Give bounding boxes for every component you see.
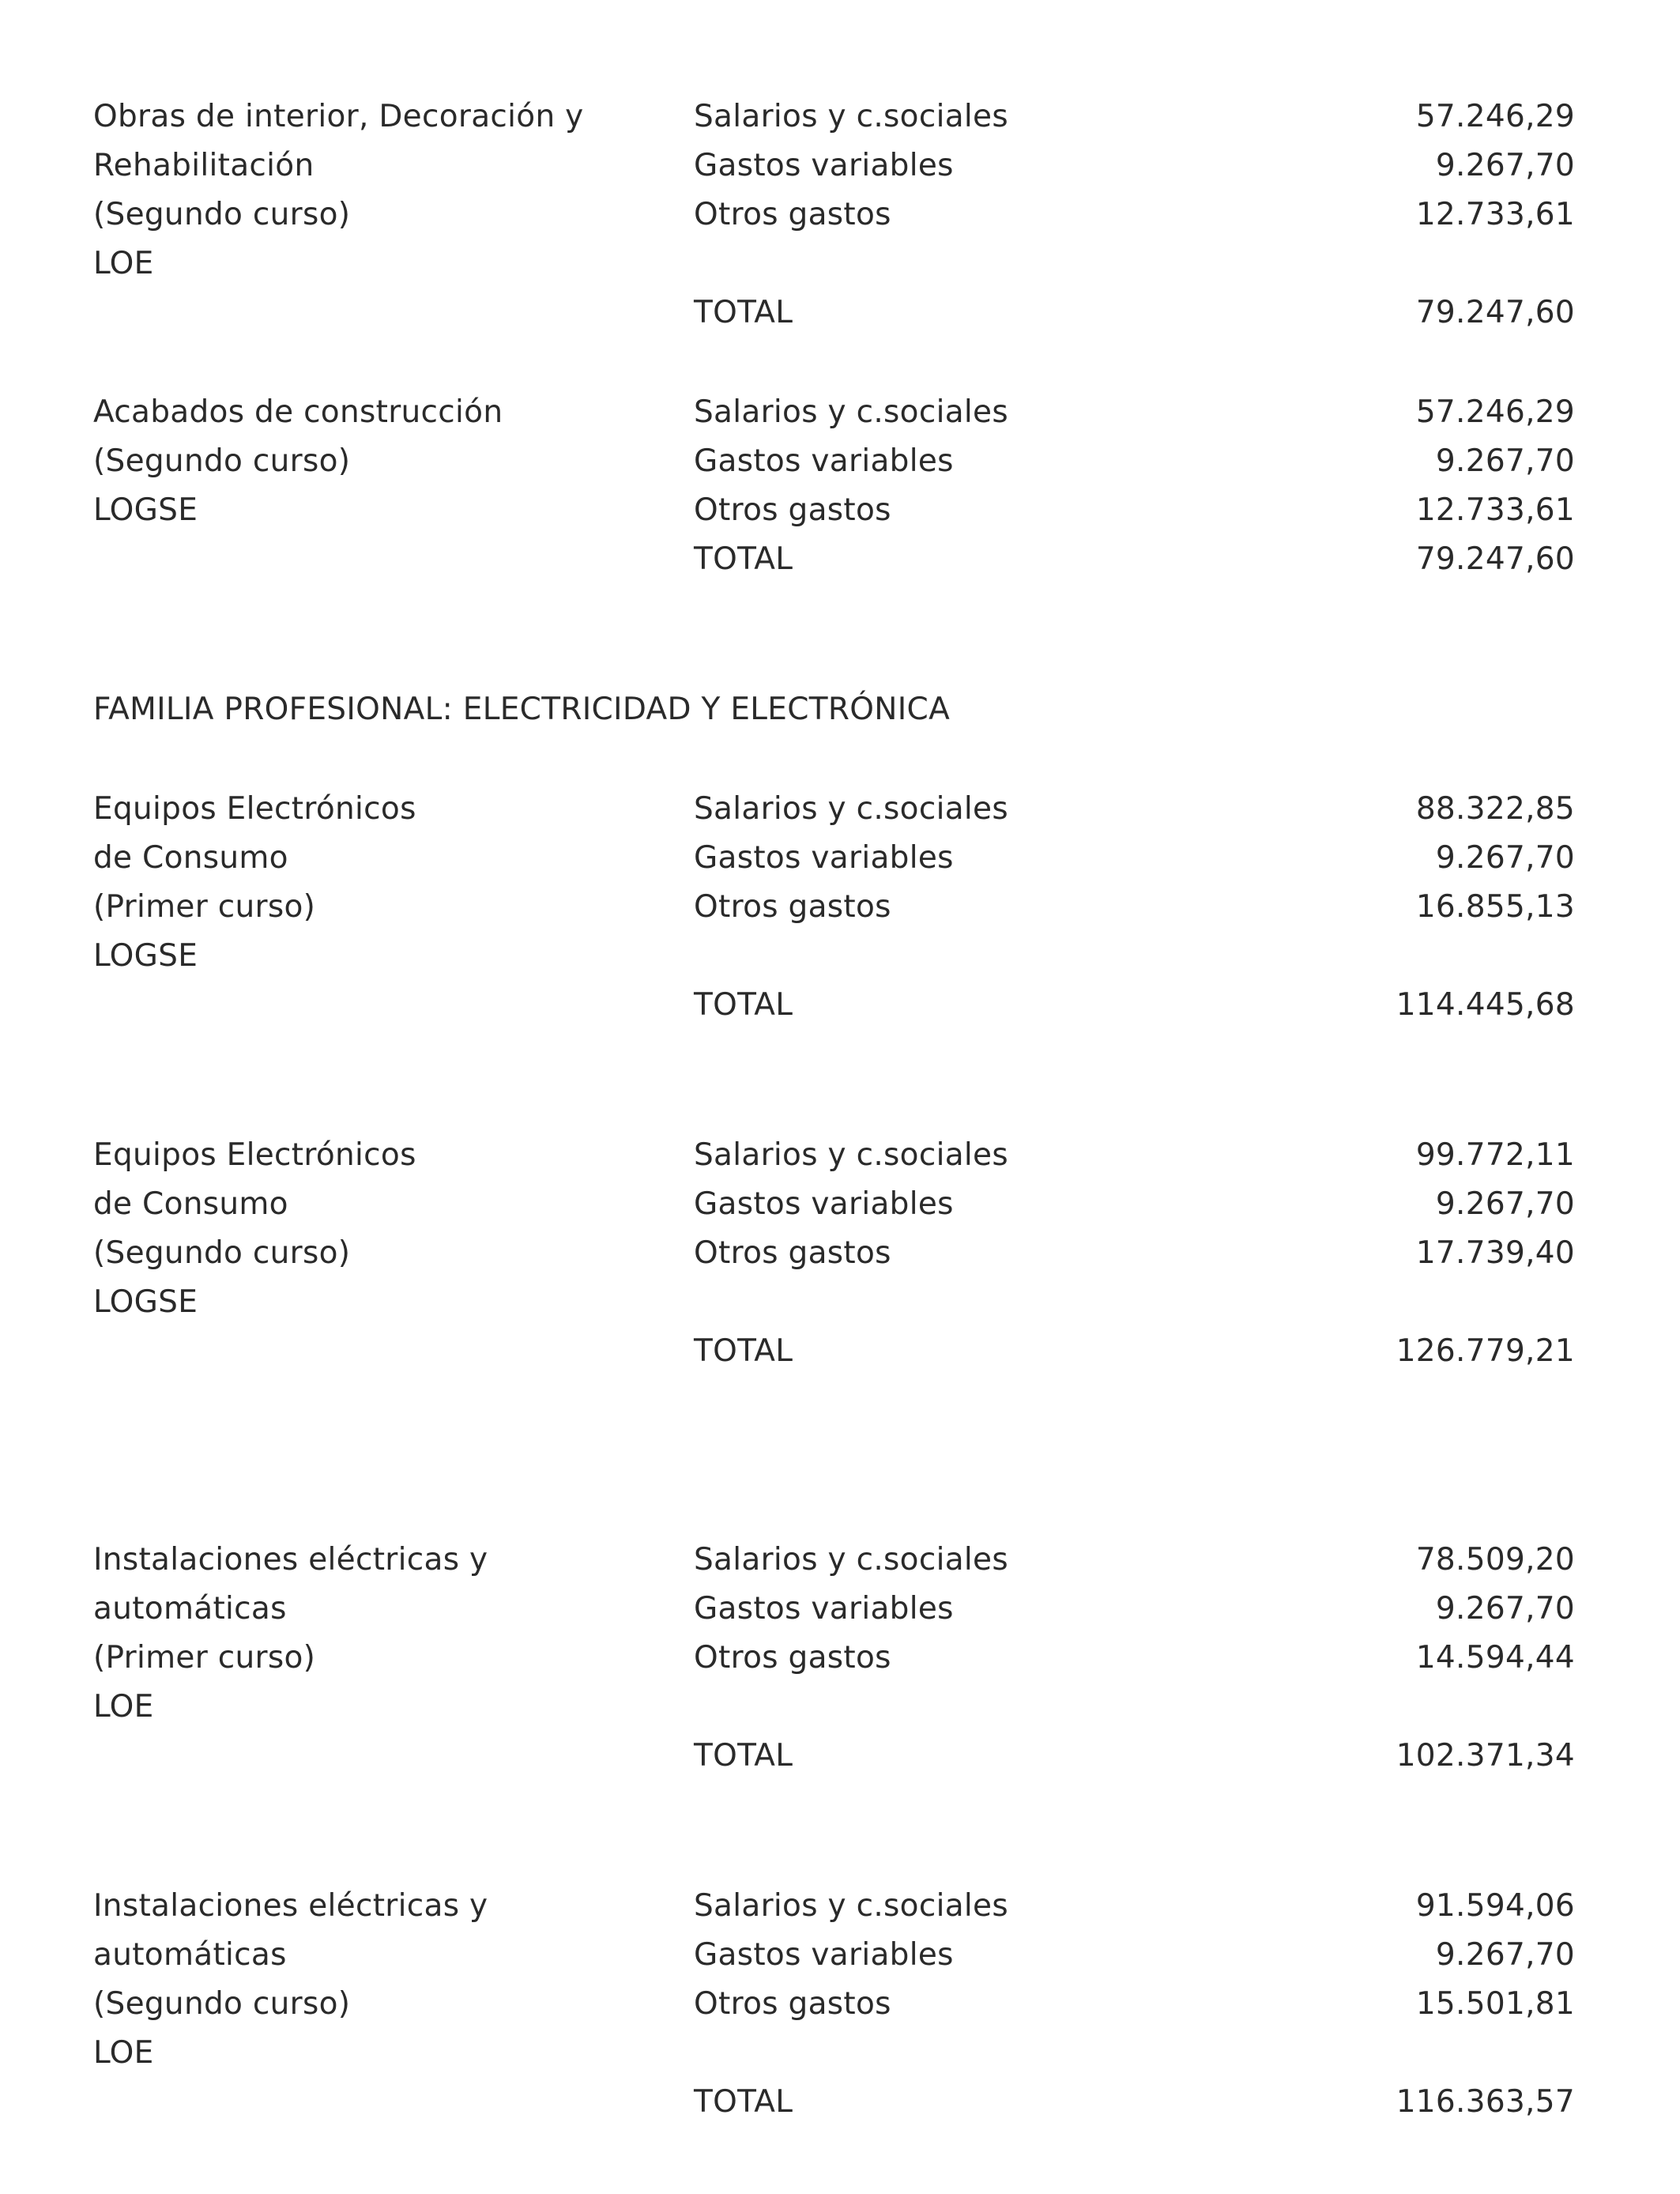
- variables-value: 9.267,70: [1435, 443, 1575, 479]
- variables-value: 9.267,70: [1435, 1937, 1575, 1973]
- variables-value: 9.267,70: [1435, 148, 1575, 183]
- variables-value: 9.267,70: [1435, 1591, 1575, 1627]
- total-value: 116.363,57: [1396, 2084, 1575, 2120]
- salarios-value: 57.246,29: [1415, 99, 1575, 134]
- salarios-label: Salarios y c.sociales: [694, 99, 1008, 134]
- cycle-name-line: (Segundo curso): [93, 443, 351, 479]
- variables-label: Gastos variables: [694, 1591, 954, 1627]
- cycle-name-line: Equipos Electrónicos: [93, 1137, 416, 1173]
- salarios-value: 88.322,85: [1415, 791, 1575, 827]
- otros-value: 17.739,40: [1415, 1235, 1575, 1271]
- cycle-name-line: LOE: [93, 246, 154, 281]
- otros-value: 12.733,61: [1415, 492, 1575, 528]
- variables-value: 9.267,70: [1435, 1186, 1575, 1222]
- otros-value: 15.501,81: [1415, 1986, 1575, 2022]
- section-heading: FAMILIA PROFESIONAL: ELECTRICIDAD Y ELECTRÓNICA: [93, 692, 951, 727]
- total-label: TOTAL: [694, 295, 793, 330]
- salarios-value: 99.772,11: [1415, 1137, 1575, 1173]
- cycle-name-line: LOGSE: [93, 492, 198, 528]
- variables-label: Gastos variables: [694, 443, 954, 479]
- salarios-value: 57.246,29: [1415, 394, 1575, 430]
- cycle-name-line: (Segundo curso): [93, 1986, 351, 2022]
- otros-label: Otros gastos: [694, 197, 891, 232]
- otros-label: Otros gastos: [694, 1986, 891, 2022]
- salarios-label: Salarios y c.sociales: [694, 1137, 1008, 1173]
- otros-value: 12.733,61: [1415, 197, 1575, 232]
- cycle-name-line: LOGSE: [93, 938, 198, 974]
- cycle-name-line: Equipos Electrónicos: [93, 791, 416, 827]
- otros-value: 14.594,44: [1415, 1640, 1575, 1676]
- salarios-label: Salarios y c.sociales: [694, 1542, 1008, 1578]
- total-value: 114.445,68: [1396, 987, 1575, 1023]
- variables-label: Gastos variables: [694, 1186, 954, 1222]
- total-label: TOTAL: [694, 2084, 793, 2120]
- cycle-name-line: Rehabilitación: [93, 148, 315, 183]
- cycle-name-line: Instalaciones eléctricas y: [93, 1888, 488, 1924]
- otros-label: Otros gastos: [694, 889, 891, 925]
- total-value: 79.247,60: [1415, 295, 1575, 330]
- otros-value: 16.855,13: [1415, 889, 1575, 925]
- total-label: TOTAL: [694, 1738, 793, 1774]
- cycle-name-line: Instalaciones eléctricas y: [93, 1542, 488, 1578]
- total-label: TOTAL: [694, 1333, 793, 1369]
- total-value: 79.247,60: [1415, 541, 1575, 577]
- salarios-value: 78.509,20: [1415, 1542, 1575, 1578]
- variables-label: Gastos variables: [694, 148, 954, 183]
- total-value: 126.779,21: [1396, 1333, 1575, 1369]
- cycle-name-line: de Consumo: [93, 840, 288, 876]
- otros-label: Otros gastos: [694, 1235, 891, 1271]
- cycle-name-line: LOE: [93, 1689, 154, 1725]
- cycle-name-line: automáticas: [93, 1937, 287, 1973]
- otros-label: Otros gastos: [694, 1640, 891, 1676]
- salarios-label: Salarios y c.sociales: [694, 394, 1008, 430]
- cycle-name-line: de Consumo: [93, 1186, 288, 1222]
- variables-value: 9.267,70: [1435, 840, 1575, 876]
- cycle-name-line: (Primer curso): [93, 889, 316, 925]
- cycle-name-line: Acabados de construcción: [93, 394, 503, 430]
- salarios-value: 91.594,06: [1415, 1888, 1575, 1924]
- otros-label: Otros gastos: [694, 492, 891, 528]
- cycle-name-line: (Primer curso): [93, 1640, 316, 1676]
- total-label: TOTAL: [694, 987, 793, 1023]
- cycle-name-line: automáticas: [93, 1591, 287, 1627]
- cycle-name-line: Obras de interior, Decoración y: [93, 99, 584, 134]
- variables-label: Gastos variables: [694, 1937, 954, 1973]
- total-value: 102.371,34: [1396, 1738, 1575, 1774]
- salarios-label: Salarios y c.sociales: [694, 1888, 1008, 1924]
- cycle-name-line: LOE: [93, 2035, 154, 2071]
- cycle-name-line: (Segundo curso): [93, 197, 351, 232]
- total-label: TOTAL: [694, 541, 793, 577]
- cycle-name-line: (Segundo curso): [93, 1235, 351, 1271]
- salarios-label: Salarios y c.sociales: [694, 791, 1008, 827]
- variables-label: Gastos variables: [694, 840, 954, 876]
- cycle-name-line: LOGSE: [93, 1284, 198, 1320]
